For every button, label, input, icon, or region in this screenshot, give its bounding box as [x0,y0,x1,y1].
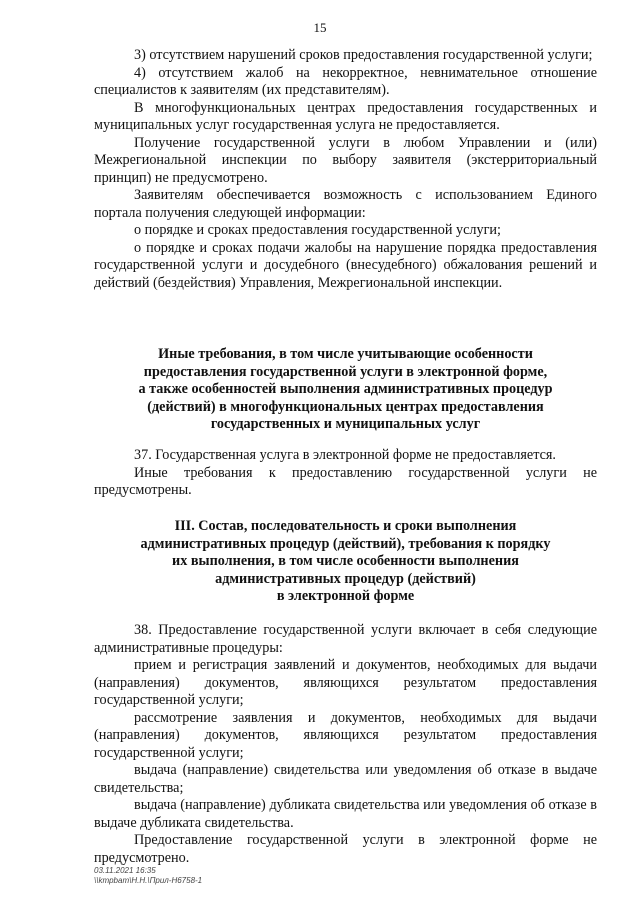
paragraph: Предоставление государственной услуги в электронной форме не предусмотрено. [94,832,597,866]
heading-line: предоставления государственной услуги в электронной форме, [143,363,548,380]
paragraph: 37. Государственная услуга в электронной форме не предоставляется. [134,447,556,463]
document-footer [94,866,202,886]
section-heading-other-requirements [94,346,597,434]
paragraph: выдача (направление) свидетельства или уведомления об отказе в выдаче свидетельства; [94,762,597,796]
section-criteria [94,47,597,292]
paragraph: 38. Предоставление государственной услуги включает в себя следующие административные процедуры: [94,622,597,656]
paragraph: Получение государственной услуги в любом Управлении и (или) Межрегиональной инспекции по выбору заявителя (экстерриториальный принцип) не предусмотрено. [94,134,597,186]
footer-timestamp: 03.11.2021 16:35 [94,866,156,875]
paragraph: о порядке и сроках подачи жалобы на нарушение порядка предоставления государственной услуги и досудебного (внесудебного) обжалования решений и действий (бездействия) Управления, Межрегиональной инспекции. [94,239,597,291]
paragraph: 4) отсутствием жалоб на некорректное, невнимательное отношение специалистов к заявителям (их представителям). [94,64,597,98]
paragraph: прием и регистрация заявлений и документов, необходимых для выдачи (направления) документов, являющихся результатом предоставления государственной услуги; [94,657,597,708]
heading-line: (действий) в многофункциональных центрах предоставления [147,398,544,415]
paragraph: 3) отсутствием нарушений сроков предоставления государственной услуги; [134,47,593,63]
heading-line: административных процедур (действий) [215,570,476,587]
section-electronic-form [94,447,597,500]
paragraph: Заявителям обеспечивается возможность с использованием Единого портала получения следующей информации: [94,187,597,221]
paragraph: выдача (направление) дубликата свидетельства или уведомления об отказе в выдаче дубликата свидетельства. [94,797,597,831]
section-heading-chapter-iii [94,518,597,606]
paragraph: В многофункциональных центрах предоставления государственных и муниципальных услуг государственная услуга не предоставляется. [94,99,597,133]
paragraph: рассмотрение заявления и документов, необходимых для выдачи (направления) документов, являющихся результатом предоставления государственной услуги; [94,709,597,761]
page-number: 15 [313,20,327,35]
heading-line: а также особенностей выполнения административных процедур [138,381,553,397]
heading-line: Иные требования, в том числе учитывающие особенности [158,346,533,362]
paragraph: о порядке и сроках предоставления государственной услуги; [134,222,501,238]
heading-line: III. Состав, последовательность и сроки выполнения [174,518,517,534]
footer-file-path: \\kmpbam\Н.Н.\Прил-Н6758-1 [94,876,203,885]
heading-line: их выполнения, в том числе особенности выполнения [172,553,519,569]
heading-line: государственных и муниципальных услуг [210,416,481,432]
section-procedures [94,622,597,867]
heading-line: в электронной форме [276,588,415,604]
paragraph: Иные требования к предоставлению государственной услуги не предусмотрены. [94,464,597,498]
heading-line: административных процедур (действий), требования к порядку [140,535,551,552]
